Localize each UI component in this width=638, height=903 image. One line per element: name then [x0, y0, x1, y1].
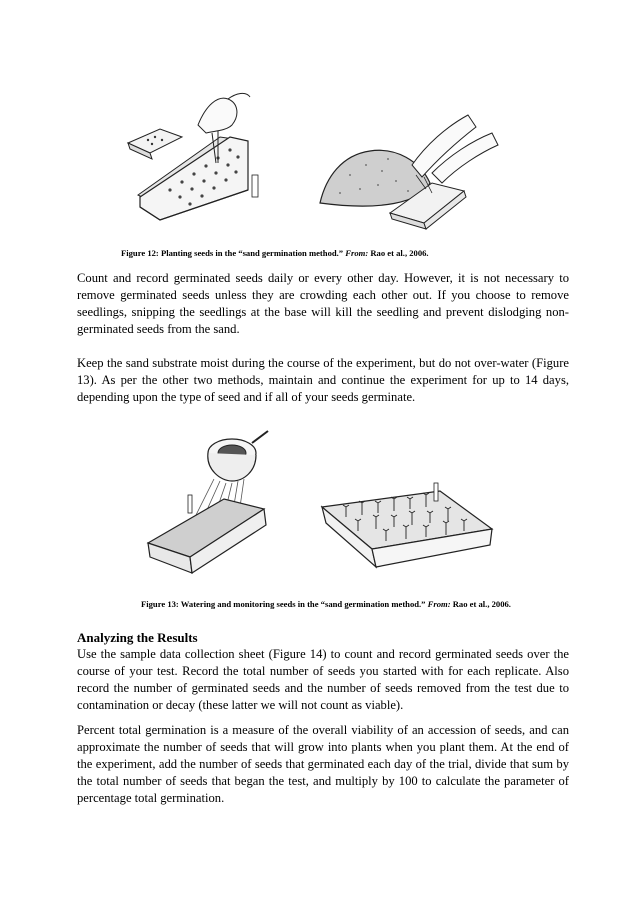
figure-12-caption-source: Rao et al., 2006. [370, 248, 429, 258]
figure-13-caption-from: From: [427, 599, 451, 609]
seedling-tray-icon [322, 483, 492, 567]
figure-13-caption [141, 598, 511, 610]
paragraph-percent-germination: Percent total germination is a measure of the overall viability of an accession of seeds, and can approximate the number of seeds that will grow into plants when you plant them. At the end of the experiment, add the number of seeds that germinated each day of the trial, divide that sum by the total number of seeds that began the test, and multiply by 100 to calculate the parameter of percentage total germination. [77, 723, 569, 805]
watering-can-icon [208, 431, 268, 481]
figure-12-caption-label: Figure 12: Planting seeds in the “sand germination method.” [121, 248, 344, 258]
figure-13-caption-label: Figure 13: Watering and monitoring seeds in the “sand germination method.” [141, 599, 426, 609]
figure-12-caption-from: From: [345, 248, 369, 258]
figure-12-caption [121, 247, 521, 259]
figure-13-caption-source: Rao et al., 2006. [452, 599, 511, 609]
paragraph-keep-moist: Keep the sand substrate moist during the course of the experiment, but do not over-water (Figure 13). As per the other two methods, maintain and continue the experiment for up to 14 days, depending upon the type of seed and if all of your seeds germinate. [77, 356, 569, 404]
paragraph-sample-data-sheet: Use the sample data collection sheet (Figure 14) to count and record germinated seeds over the course of your test. Record the total number of seeds you started with for each replicate. Also record the number of germinated seeds and the number of seeds removed from the test due to contamination or decay (these latter we will not count as viable). [77, 647, 569, 712]
figure-12-planting-illustration [120, 85, 500, 230]
watered-tray-icon [148, 495, 266, 573]
paragraph-count-record: Count and record germinated seeds daily or every other day. However, it is not necessary to remove germinated seeds unless they are crowding each other out. If you choose to remove seedlings, snipping the seedlings at the base will kill the seedling and prevent dislodging non-germinated seeds from the sand. [77, 271, 569, 336]
section-heading-analyzing-results: Analyzing the Results [77, 630, 198, 645]
seed-dish-icon [128, 129, 182, 159]
figure-13-watering-illustration [140, 425, 500, 590]
